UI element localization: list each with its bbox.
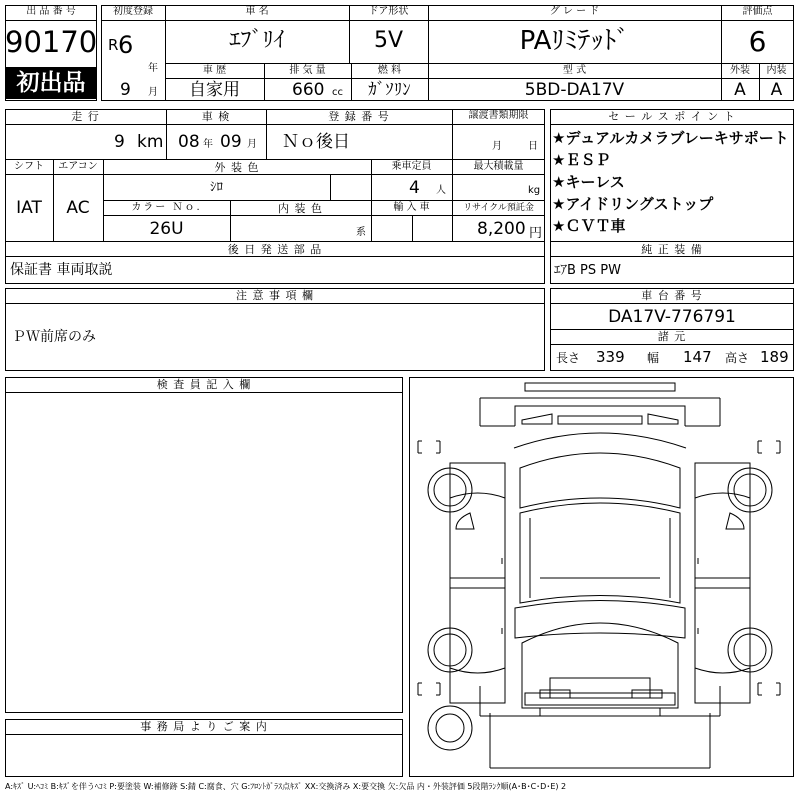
transfer-day-unit: 日 [528, 141, 538, 152]
vehicle-detail-table [5, 109, 545, 284]
width-label: 幅 [647, 351, 660, 365]
plate-label: 登 録 番 号 [328, 110, 390, 123]
transfer-label: 譲渡書類期限 [468, 110, 529, 121]
later-parts-label: 後 日 発 送 部 品 [227, 243, 323, 256]
width: 147 [683, 348, 712, 366]
notes: ＰＷ前席のみ [12, 329, 96, 345]
mileage-unit: km [137, 132, 164, 152]
history: 自家用 [189, 80, 240, 100]
notes-label: 注 意 事 項 欄 [236, 289, 314, 302]
sales-point-item: ★ＣＶＴ車 [552, 217, 626, 235]
capacity-unit: 人 [436, 185, 446, 196]
aircon-label: エアコン [58, 161, 98, 172]
mileage-label: 走 行 [71, 110, 100, 123]
first-reg-month-unit: 月 [148, 87, 158, 98]
recycle-label: リサイクル預託金 [463, 203, 534, 213]
displacement-unit: cc [332, 87, 343, 98]
car-name: ｴﾌﾞﾘｲ [229, 28, 285, 53]
grade-label: グ レ ー ド [549, 6, 600, 17]
office-label: 事 務 局 よ り ご 案 内 [140, 720, 268, 733]
import-label: 輸 入 車 [393, 202, 430, 213]
length-label: 長さ [556, 351, 581, 365]
int-color-label: 内 装 色 [278, 202, 323, 215]
inspector-box [5, 377, 403, 713]
capacity-label: 乗車定員 [391, 161, 432, 172]
history-label: 車 歴 [202, 65, 227, 76]
dims-label: 諸 元 [657, 330, 687, 343]
model-label: 型 式 [562, 65, 587, 76]
chassis-label: 車 台 番 号 [641, 289, 703, 302]
sales-point-item: ★ＥＳＰ [552, 151, 611, 169]
int-score: A [770, 80, 783, 100]
car-name-label: 車 名 [245, 6, 269, 17]
door-type: 5V [373, 28, 404, 53]
first-reg-year-unit: 年 [148, 63, 158, 74]
ext-color-label: 外 装 色 [214, 161, 260, 174]
transfer-month-unit: 月 [492, 141, 502, 152]
displacement: 660 [292, 80, 325, 100]
first-reg-label: 初度登録 [113, 6, 153, 17]
score-label: 評価点 [742, 6, 773, 17]
int-color-unit: 系 [356, 227, 366, 238]
fuel: ｶﾞｿﾘﾝ [368, 80, 411, 100]
car-diagram-box [409, 377, 794, 777]
model: 5BD-DA17V [524, 80, 625, 100]
int-score-label: 内装 [766, 65, 787, 76]
first-reg-month: 9 [120, 80, 131, 100]
ext-color: ｼﾛ [210, 180, 223, 195]
first-reg-year: 6 [118, 31, 134, 59]
ext-score-label: 外装 [730, 65, 750, 76]
ext-score: A [734, 80, 746, 100]
inspection-month: 09 [220, 132, 242, 152]
legend: A:ｷｽﾞ U:ﾍｺﾐ B:ｷｽﾞを伴うﾍｺﾐ P:要塗装 W:補修跡 S:錆 C:腐食、穴 G:ﾌﾛﾝﾄｶﾞﾗｽ点ｷｽﾞ XX:交換済み X:要交換 欠:欠品 内・外装評価 5段階ﾗﾝｸ順(A･B･C･D･E) 2 [5, 782, 567, 791]
color-no: 26U [149, 219, 184, 239]
shift: IAT [16, 198, 42, 218]
recycle-unit: 円 [529, 226, 543, 241]
max-load-label: 最大積載量 [473, 161, 524, 172]
first-listing-badge: 初出品 [6, 67, 96, 99]
door-label: ドア形状 [368, 6, 409, 17]
height-label: 高さ [725, 351, 750, 365]
first-reg-era: R [108, 36, 119, 54]
recycle-fee: 8,200 [477, 219, 526, 239]
inspection-year: 08 [178, 132, 200, 152]
inspection-year-unit: 年 [203, 139, 213, 150]
chassis-number: DA17V-776791 [608, 307, 736, 327]
score: 6 [748, 25, 767, 58]
max-load-unit: kg [528, 185, 541, 196]
genuine-equipment: ｴｱB PS PW [554, 263, 621, 278]
displacement-label: 排 気 量 [289, 65, 326, 76]
shift-label: シフト [14, 161, 44, 172]
sales-point-item: ★キーレス [552, 173, 625, 191]
later-parts: 保証書 車両取説 [10, 262, 113, 278]
mileage: 9 [114, 132, 125, 152]
genuine-label: 純 正 装 備 [641, 243, 703, 256]
capacity: 4 [409, 178, 420, 198]
height: 189 [760, 348, 789, 366]
grade: PAﾘﾐﾃｯﾄﾞ [519, 26, 630, 56]
aircon: AC [66, 198, 90, 218]
fuel-label: 燃 料 [377, 65, 402, 76]
inspection-month-unit: 月 [247, 139, 257, 150]
inspection-label: 車 検 [201, 110, 231, 123]
sales-points-label: セ ー ル ス ポ イ ン ト [608, 110, 736, 123]
inspector-label: 検 査 員 記 入 欄 [156, 378, 252, 391]
length: 339 [596, 348, 625, 366]
sales-point-item: ★アイドリングストップ [552, 195, 714, 213]
plate-number: Ｎｏ後日 [282, 132, 350, 152]
lot-label: 出 品 番 号 [26, 6, 76, 17]
lot-number: 90170 [5, 25, 98, 59]
car-diagram [410, 378, 793, 776]
color-no-label: カラー Ｎｏ. [131, 202, 202, 213]
sales-point-item: ★デュアルカメラブレーキサポート [552, 129, 789, 147]
